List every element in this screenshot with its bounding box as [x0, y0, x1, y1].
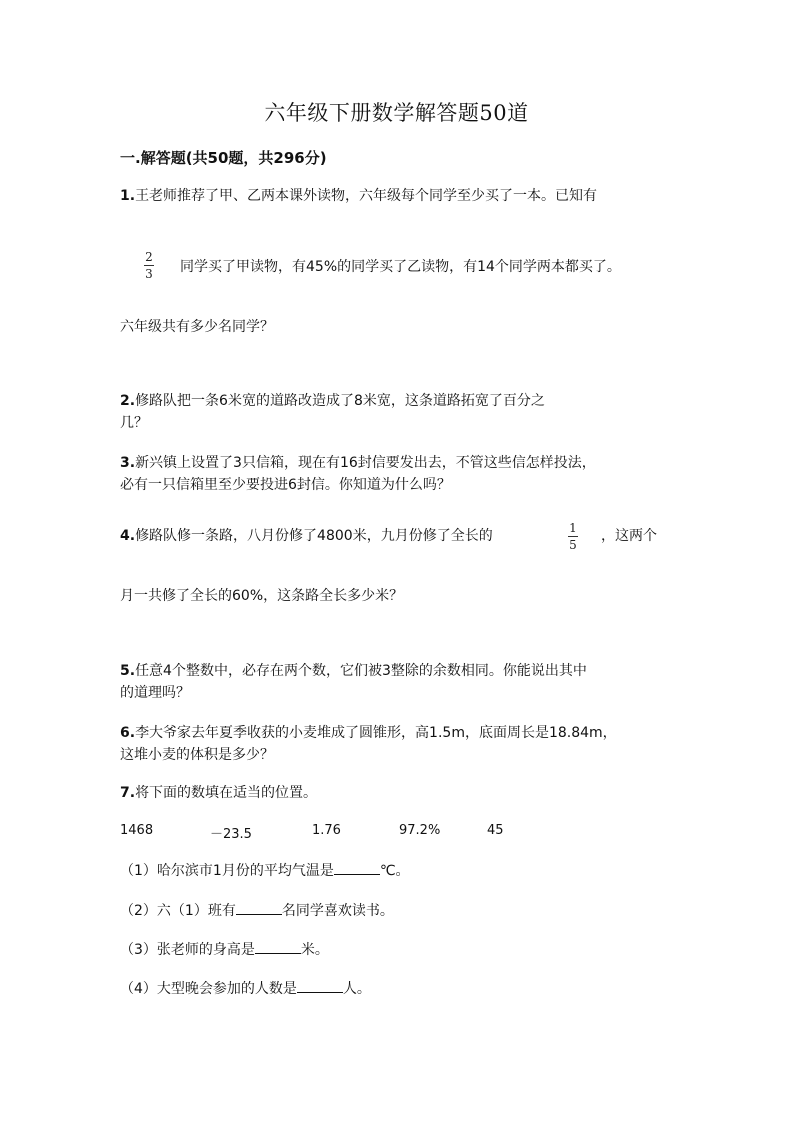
- fraction-denominator: 3: [145, 267, 153, 281]
- question-4-text: 修路队修一条路，八月份修了4800米，九月份修了全长的: [135, 528, 493, 544]
- fraction-denominator: 5: [569, 538, 577, 552]
- question-4-line-2: 月一共修了全长的60%，这条路全长多少米？: [120, 588, 404, 604]
- question-2-line-2: 几？: [120, 415, 148, 431]
- fraction-bar: [144, 265, 154, 266]
- question-4-line-1b: ，这两个: [601, 528, 657, 544]
- number-item: 45: [487, 823, 504, 838]
- answer-blank[interactable]: [236, 900, 282, 915]
- sub-question-unit: ℃。: [379, 863, 410, 879]
- sub-question-text: （2）六（1）班有: [120, 903, 236, 919]
- question-6-line-2: 这堆小麦的体积是多少？: [120, 747, 274, 763]
- question-7-text: 将下面的数填在适当的位置。: [135, 785, 318, 801]
- question-2-text: 修路队把一条6米宽的道路改造成了8米宽，这条道路拓宽了百分之: [135, 393, 545, 409]
- question-6-number: 6.: [120, 725, 136, 741]
- sub-question-2: [120, 900, 394, 923]
- answer-blank[interactable]: [255, 939, 301, 954]
- question-5-text: 任意4个整数中，必存在两个数，它们被3整除的余数相同。你能说出其中: [135, 663, 587, 679]
- question-1-line-3: 六年级共有多少名同学？: [120, 319, 274, 335]
- number-item: 97.2%: [399, 823, 441, 838]
- question-1-text: 王老师推荐了甲、乙两本课外读物，六年级每个同学至少买了一本。已知有: [135, 188, 598, 204]
- fraction-bar: [568, 536, 578, 537]
- question-2-number: 2.: [120, 393, 136, 409]
- question-1-fraction: [144, 250, 154, 281]
- sub-question-text: （4）大型晚会参加的人数是: [120, 981, 297, 997]
- number-item: －23.5: [210, 827, 252, 842]
- question-4-line-1a: [120, 525, 493, 548]
- section-heading: 一.解答题(共50题，共296分): [120, 149, 327, 167]
- sub-question-1: [120, 860, 410, 883]
- sub-question-3: [120, 939, 329, 962]
- question-5-number: 5.: [120, 663, 136, 679]
- question-6-line-1: [120, 722, 617, 745]
- question-6-text: 李大爷家去年夏季收获的小麦堆成了圆锥形，高1.5m，底面周长是18.84m，: [135, 725, 617, 741]
- question-5-line-1: [120, 660, 587, 683]
- question-2-line-1: [120, 390, 545, 413]
- question-3-line-1: [120, 452, 596, 475]
- sub-question-unit: 米。: [300, 942, 329, 958]
- question-7-number: 7.: [120, 785, 136, 801]
- number-item: 1.76: [312, 823, 341, 838]
- question-7-line-1: [120, 782, 317, 805]
- answer-blank[interactable]: [334, 860, 380, 875]
- question-5-line-2: 的道理吗？: [120, 685, 190, 701]
- question-4-fraction: [568, 521, 578, 552]
- page-title: 六年级下册数学解答题50道: [264, 101, 529, 125]
- question-1-line-1: [120, 185, 597, 208]
- question-1-line-2: 同学买了甲读物，有45%的同学买了乙读物，有14个同学两本都买了。: [180, 259, 621, 275]
- question-3-text: 新兴镇上设置了3只信箱，现在有16封信要发出去，不管这些信怎样投法，: [135, 455, 596, 471]
- fraction-numerator: 1: [569, 521, 577, 535]
- number-item: 1468: [120, 823, 154, 838]
- sub-question-unit: 名同学喜欢读书。: [281, 903, 394, 919]
- fraction-numerator: 2: [145, 250, 153, 264]
- sub-question-text: （3）张老师的身高是: [120, 942, 255, 958]
- sub-question-4: [120, 978, 371, 1001]
- question-3-line-2: 必有一只信箱里至少要投进6封信。你知道为什么吗？: [120, 477, 451, 493]
- question-3-number: 3.: [120, 455, 136, 471]
- sub-question-text: （1）哈尔滨市1月份的平均气温是: [120, 863, 334, 879]
- sub-question-unit: 人。: [342, 981, 371, 997]
- question-1-number: 1.: [120, 188, 136, 204]
- answer-blank[interactable]: [297, 978, 343, 993]
- question-4-number: 4.: [120, 528, 136, 544]
